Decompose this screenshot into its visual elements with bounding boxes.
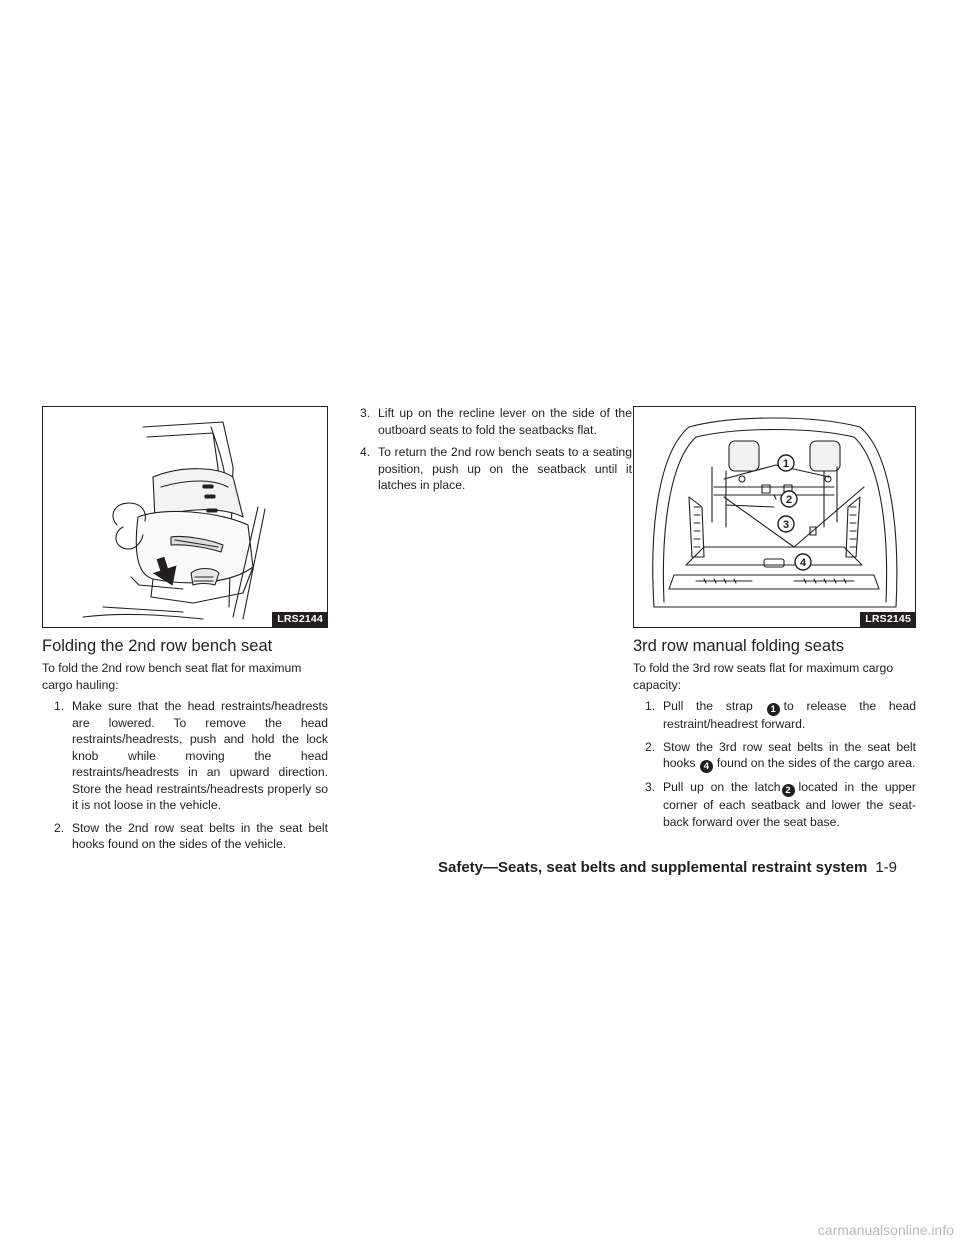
callout-1-icon: 1 bbox=[767, 703, 780, 716]
callout-label: 4 bbox=[799, 557, 807, 569]
step-item: 3. Pull up on the latch 2 located in the upper corner of each seatback and lower the seat-back forward over the seat base. bbox=[645, 780, 916, 829]
step-item: 2. Stow the 2nd row seat belts in the seat belt hooks found on the sides of the vehicle. bbox=[54, 820, 328, 851]
footer-section-title: Safety—Seats, seat belts and supplemental restraint system bbox=[438, 859, 868, 876]
figure-3rd-row-cargo bbox=[633, 406, 916, 628]
figure-2nd-row-seat bbox=[42, 406, 328, 628]
step-item: 2. Stow the 3rd row seat belts in the seat belt hooks 4 found on the sides of the cargo area. bbox=[645, 739, 916, 772]
page-footer bbox=[438, 859, 918, 876]
step-item: 1. Pull the strap 1 to release the head restraint/headrest forward. bbox=[645, 699, 916, 731]
cargo-area-illustration bbox=[634, 407, 915, 627]
watermark-text: carmanualsonline.info bbox=[817, 1222, 954, 1238]
callout-2-icon: 2 bbox=[782, 784, 795, 797]
seat-fold-illustration bbox=[43, 407, 327, 627]
steps-2nd-row bbox=[42, 698, 328, 859]
step-item: 1. Make sure that the head restraints/headrests are lowered. To remove the head restraints/headrests, push and hold the lock knob while moving the head restraints/headrests in an upward direction. Store the head restraints/headrests properly so it is not loose in the vehicle. bbox=[54, 699, 328, 812]
steps-2nd-row-continued bbox=[348, 405, 632, 500]
step-item: 4. To return the 2nd row bench seats to a seating position, push up on the seatback until it latches in place. bbox=[360, 445, 632, 492]
figure-tag: LRS2144 bbox=[272, 612, 327, 627]
section-heading-3rd-row: 3rd row manual folding seats bbox=[633, 637, 844, 655]
step-item: 3. Lift up on the recline lever on the side of the outboard seats to fold the seatbacks flat. bbox=[360, 406, 632, 437]
steps-3rd-row bbox=[633, 698, 916, 836]
callout-label: 2 bbox=[785, 494, 793, 506]
callout-label: 1 bbox=[782, 458, 790, 470]
callout-4-icon: 4 bbox=[700, 760, 713, 773]
intro-3rd-row: To fold the 3rd row seats flat for maximum cargo capacity: bbox=[633, 661, 894, 692]
intro-2nd-row: To fold the 2nd row bench seat flat for maximum cargo hauling: bbox=[42, 661, 302, 692]
callout-label: 3 bbox=[782, 519, 790, 531]
page-number: 1-9 bbox=[875, 859, 898, 876]
section-heading-2nd-row: Folding the 2nd row bench seat bbox=[42, 637, 273, 655]
figure-tag: LRS2145 bbox=[860, 612, 915, 627]
